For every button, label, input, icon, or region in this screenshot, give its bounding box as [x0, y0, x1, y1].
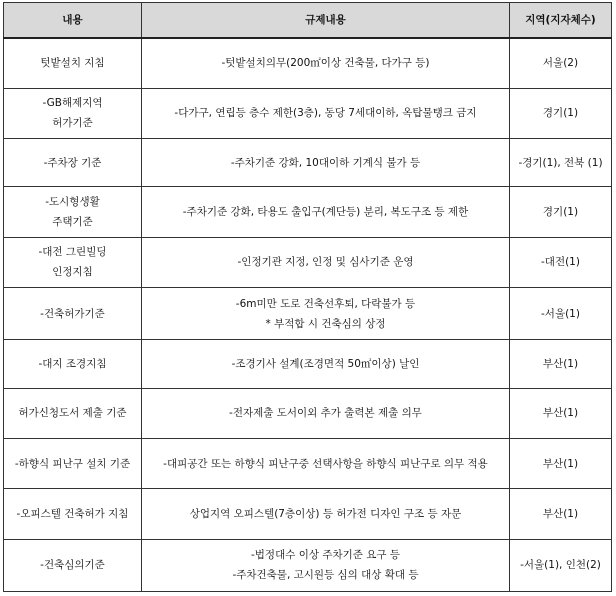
item-cell-line: -건축허가기준 — [40, 307, 105, 320]
item-cell — [4, 438, 142, 488]
table-row — [4, 438, 612, 488]
table-row — [4, 38, 612, 88]
item-cell-line: 인정지침 — [52, 266, 93, 279]
table-row — [4, 187, 612, 237]
header-content: 규제내용 — [142, 3, 510, 39]
item-cell-line: -도시형생활 — [45, 196, 100, 209]
content-cell-line: -주차기준 강화, 10대이하 기계식 불가 등 — [230, 156, 421, 169]
table-row — [4, 539, 612, 591]
item-cell — [4, 237, 142, 287]
item-cell — [4, 187, 142, 237]
item-cell-line: -주차장 기준 — [43, 156, 102, 169]
item-cell — [4, 340, 142, 388]
region-cell: 경기(1) — [510, 187, 612, 237]
content-cell — [142, 340, 510, 388]
table-row — [4, 88, 612, 138]
item-cell — [4, 139, 142, 187]
header-row — [4, 3, 612, 39]
content-cell-line: -6m미만 도로 건축선후퇴, 다락불가 등 — [235, 297, 416, 310]
content-cell-line: -조경기사 설계(조경면적 50㎡이상) 날인 — [231, 358, 420, 371]
content-cell — [142, 139, 510, 187]
content-cell — [142, 288, 510, 340]
content-cell-line: -전자제출 도서이외 추가 출력본 제출 의무 — [229, 407, 422, 420]
item-cell — [4, 539, 142, 591]
item-cell-line: -GB해제지역 — [42, 97, 103, 110]
header-item: 내용 — [4, 3, 142, 39]
region-cell: 부산(1) — [510, 388, 612, 438]
item-cell-line: 텃밭설치 지침 — [40, 57, 105, 70]
item-cell-line: -대전 그린빌딩 — [38, 246, 107, 259]
content-cell-line: -대피공간 또는 하향식 피난구중 선택사항을 하향식 피난구로 의무 적용 — [163, 457, 488, 470]
region-cell: 부산(1) — [510, 438, 612, 488]
item-cell — [4, 38, 142, 88]
item-cell-line: -대지 조경지침 — [38, 358, 107, 371]
table-row — [4, 340, 612, 388]
content-cell-line: -다가구, 연립등 층수 제한(3층), 동당 7세대이하, 옥탑물탱크 금지 — [174, 107, 477, 120]
content-cell — [142, 539, 510, 591]
content-cell — [142, 388, 510, 438]
region-cell: 부산(1) — [510, 340, 612, 388]
content-cell-line: 상업지역 오피스텔(7층이상) 등 허가전 디자인 구조 등 자문 — [189, 507, 462, 520]
content-cell — [142, 438, 510, 488]
item-cell — [4, 388, 142, 438]
item-cell-line: 허가기준 — [52, 117, 93, 130]
table-row — [4, 237, 612, 287]
table-body — [4, 38, 612, 592]
content-cell-line: -주차기준 강화, 타용도 출입구(계단등) 분리, 복도구조 등 제한 — [182, 206, 469, 219]
regulation-table — [3, 2, 612, 592]
item-cell-line: 주택기준 — [52, 216, 93, 229]
table-row — [4, 139, 612, 187]
table-row — [4, 288, 612, 340]
item-cell-line: -오피스텔 건축허가 지침 — [16, 507, 129, 520]
content-cell — [142, 489, 510, 539]
region-cell: -서울(1), 인천(2) — [510, 539, 612, 591]
region-cell: -경기(1), 전북 (1) — [510, 139, 612, 187]
item-cell — [4, 88, 142, 138]
region-cell: 부산(1) — [510, 489, 612, 539]
content-cell-line: -텃밭설치의무(200㎡이상 건축물, 다가구 등) — [221, 57, 430, 70]
content-cell — [142, 187, 510, 237]
region-cell: -서울(1) — [510, 288, 612, 340]
item-cell-line: -하향식 피난구 설치 기준 — [14, 457, 131, 470]
content-cell-line: -주차건축물, 고시원등 심의 대상 확대 등 — [232, 569, 419, 582]
table-row — [4, 489, 612, 539]
item-cell — [4, 288, 142, 340]
content-cell-line: * 부적합 시 건축심의 상정 — [265, 317, 386, 330]
region-cell: 서울(2) — [510, 38, 612, 88]
item-cell-line: 허가신청도서 제출 기준 — [18, 407, 127, 420]
content-cell-line: -인정기관 지정, 인정 및 심사기준 운영 — [237, 256, 414, 269]
content-cell-line: -법정대수 이상 주차기준 요구 등 — [251, 549, 400, 562]
table-row — [4, 388, 612, 438]
region-cell: -대전(1) — [510, 237, 612, 287]
content-cell — [142, 88, 510, 138]
region-cell: 경기(1) — [510, 88, 612, 138]
content-cell — [142, 237, 510, 287]
header-region: 지역(지자체수) — [510, 3, 612, 39]
content-cell — [142, 38, 510, 88]
item-cell — [4, 489, 142, 539]
item-cell-line: -건축심의기준 — [40, 559, 105, 572]
